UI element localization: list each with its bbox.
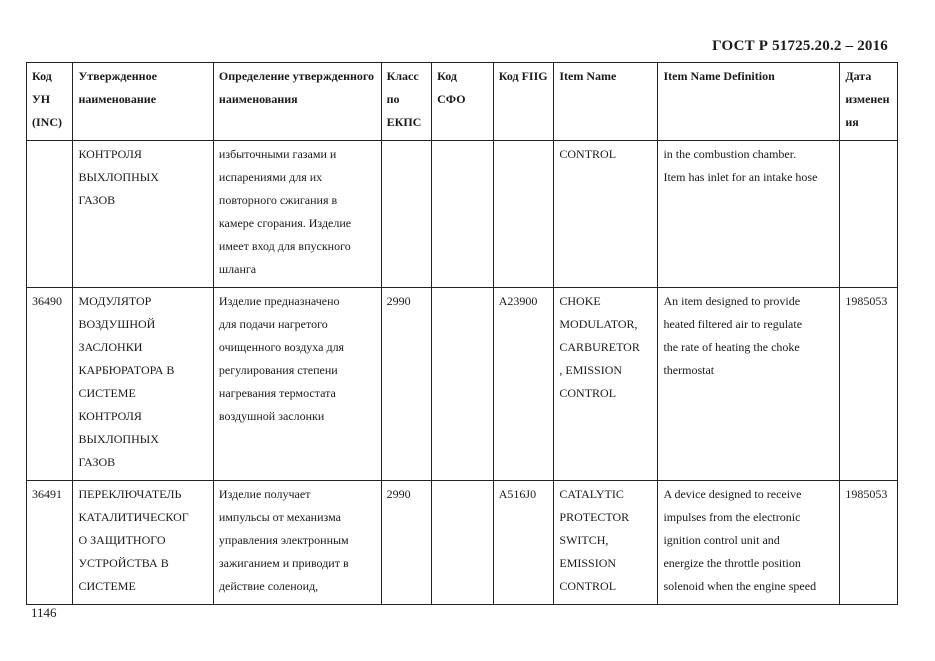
table-row (27, 141, 898, 288)
date-cell: 1985053 (840, 288, 898, 481)
class-cell (381, 141, 432, 288)
date-cell (840, 141, 898, 288)
col-header-definition: Определение утвержденного наименования (213, 63, 381, 141)
class-cell: 2990 (381, 288, 432, 481)
inc-cell (27, 141, 73, 288)
item-name-cell: CHOKE MODULATOR, CARBURETOR , EMISSION CONTROL (554, 288, 658, 481)
col-header-date: Дата изменен ия (840, 63, 898, 141)
inc-cell: 36490 (27, 288, 73, 481)
col-header-approved-name: Утвержденное наименование (73, 63, 213, 141)
col-header-class: Класс по ЕКПС (381, 63, 432, 141)
item-definition-cell: in the combustion chamber. Item has inlet for an intake hose (658, 141, 840, 288)
page-number: 1146 (31, 605, 57, 620)
date-cell: 1985053 (840, 481, 898, 605)
definition-cell: избыточными газами и испарениями для их повторного сжигания в камере сгорания. Изделие имеет вход для впускного шланга (213, 141, 381, 288)
definition-cell: Изделие предназначено для подачи нагретого очищенного воздуха для регулирования степени нагревания термостата воздушной заслонки (213, 288, 381, 481)
col-header-item-name: Item Name (554, 63, 658, 141)
col-header-item-definition: Item Name Definition (658, 63, 840, 141)
sfo-cell (432, 481, 494, 605)
table-row (27, 481, 898, 605)
fiig-cell (493, 141, 554, 288)
classification-table (26, 62, 898, 605)
sfo-cell (432, 288, 494, 481)
col-header-fiig: Код FIIG (493, 63, 554, 141)
item-name-cell: CATALYTIC PROTECTOR SWITCH, EMISSION CONTROL (554, 481, 658, 605)
fiig-cell: A23900 (493, 288, 554, 481)
document-id: ГОСТ Р 51725.20.2 – 2016 (712, 38, 888, 54)
item-definition-cell: An item designed to provide heated filtered air to regulate the rate of heating the choke thermostat (658, 288, 840, 481)
item-name-cell: CONTROL (554, 141, 658, 288)
definition-cell: Изделие получает импульсы от механизма управления электронным зажиганием и приводит в действие соленоид, (213, 481, 381, 605)
inc-cell: 36491 (27, 481, 73, 605)
col-header-inc: Код УН (INC) (27, 63, 73, 141)
approved-name-cell: КОНТРОЛЯ ВЫХЛОПНЫХ ГАЗОВ (73, 141, 213, 288)
approved-name-cell: ПЕРЕКЛЮЧАТЕЛЬ КАТАЛИТИЧЕСКОГ О ЗАЩИТНОГО УСТРОЙСТВА В СИСТЕМЕ (73, 481, 213, 605)
col-header-sfo: Код СФО (432, 63, 494, 141)
class-cell: 2990 (381, 481, 432, 605)
table-header-row (27, 63, 898, 141)
fiig-cell: A516J0 (493, 481, 554, 605)
table-row (27, 288, 898, 481)
sfo-cell (432, 141, 494, 288)
approved-name-cell: МОДУЛЯТОР ВОЗДУШНОЙ ЗАСЛОНКИ КАРБЮРАТОРА В СИСТЕМЕ КОНТРОЛЯ ВЫХЛОПНЫХ ГАЗОВ (73, 288, 213, 481)
item-definition-cell: A device designed to receive impulses from the electronic ignition control unit and energize the throttle position solenoid when the engine speed (658, 481, 840, 605)
